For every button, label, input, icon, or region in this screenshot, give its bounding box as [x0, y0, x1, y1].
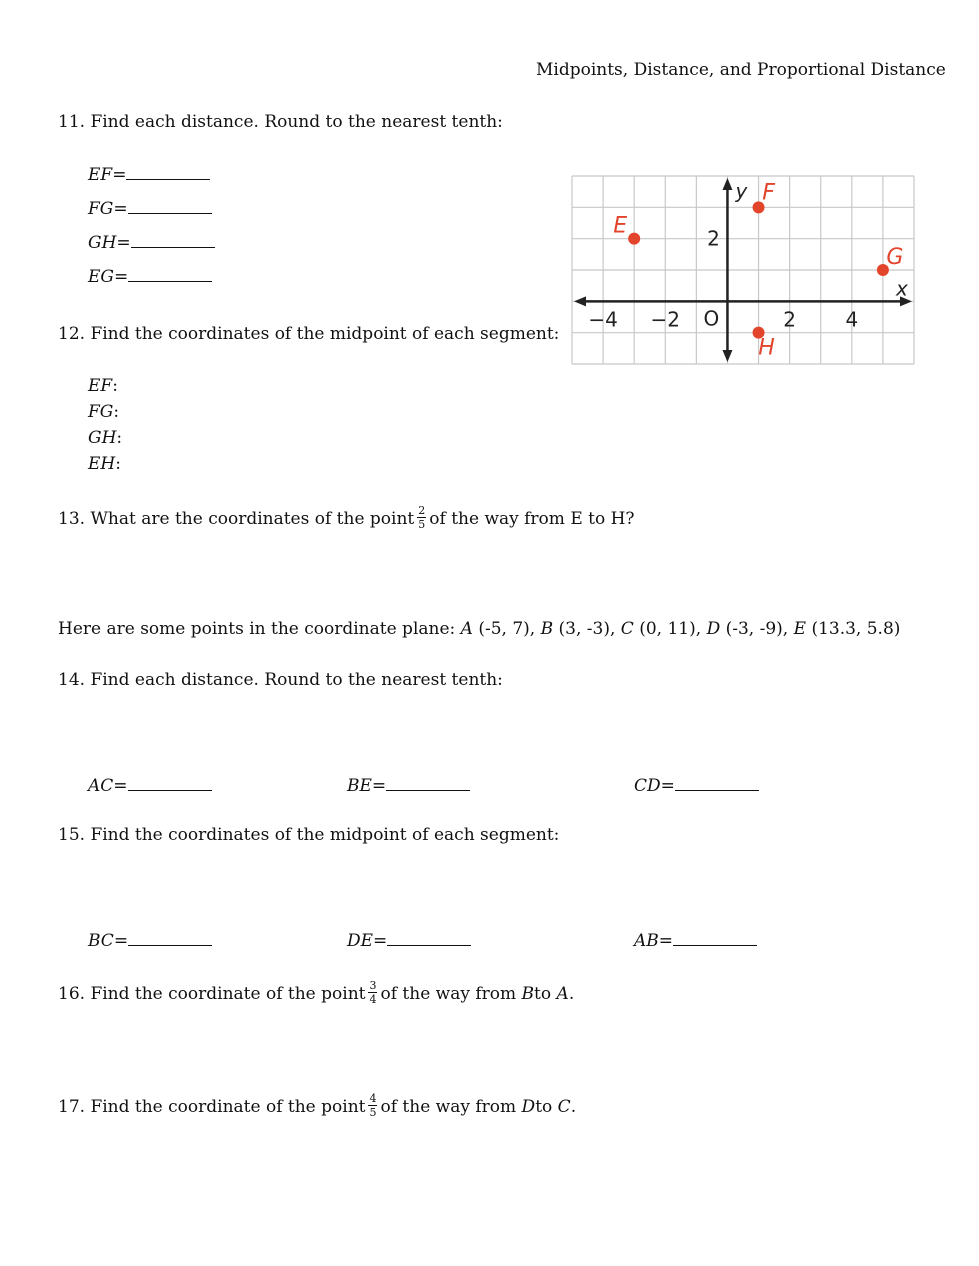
- y-axis-arrow-up: [722, 178, 732, 190]
- page-title: Midpoints, Distance, and Proportional Distance: [536, 60, 946, 80]
- point-g-label: G: [886, 245, 904, 270]
- y-axis-label: y: [735, 179, 748, 203]
- x-axis-arrow-left: [574, 296, 586, 306]
- q15-bc: BC=: [88, 929, 212, 951]
- point-name: E: [793, 619, 807, 639]
- q12-gh: GH:: [88, 428, 123, 448]
- answer-blank[interactable]: [673, 929, 757, 946]
- segment-label: EG: [88, 267, 114, 287]
- q11-gh: GH=: [88, 231, 215, 253]
- q14-cd: CD=: [634, 774, 759, 796]
- answer-blank[interactable]: [387, 929, 471, 946]
- q14-ac: AC=: [88, 774, 212, 796]
- segment-label: GH: [88, 233, 117, 253]
- answer-blank[interactable]: [128, 929, 212, 946]
- point-e-label: E: [613, 213, 628, 239]
- grid-lines: [572, 176, 914, 364]
- point-h-label: H: [758, 335, 775, 361]
- q11-eg: EG=: [88, 265, 212, 287]
- q16-prompt: 16. Find the coordinate of the point $\frac{3}{4}$ of the way from Bto A.: [58, 979, 575, 1006]
- fraction: $\frac{2}{5}$: [418, 504, 426, 531]
- q13-prompt: 13. What are the coordinates of the point $\frac{2}{5}$ of the way from E to H?: [58, 504, 635, 531]
- x-tick-label: −2: [650, 307, 681, 332]
- answer-blank[interactable]: [386, 774, 470, 791]
- q14-be: BE=: [347, 774, 470, 796]
- q11-fg: FG=: [88, 197, 212, 219]
- answer-blank[interactable]: [128, 197, 212, 214]
- q12-ef: EF:: [88, 376, 118, 396]
- point-e-dot: [628, 233, 640, 245]
- origin-label: O: [703, 306, 720, 331]
- q15-prompt: 15. Find the coordinates of the midpoint of each segment:: [58, 825, 560, 845]
- fraction: $\frac{3}{4}$: [369, 979, 377, 1006]
- coordinate-grid: [568, 172, 918, 368]
- q12-eh: EH:: [88, 454, 121, 474]
- q12-prompt: 12. Find the coordinates of the midpoint of each segment:: [58, 324, 560, 344]
- q11-ef: EF=: [88, 163, 210, 185]
- answer-blank[interactable]: [128, 774, 212, 791]
- q15-de: DE=: [347, 929, 471, 951]
- y-tick-label: 2: [707, 226, 720, 251]
- point-name: C: [620, 619, 634, 639]
- answer-blank[interactable]: [126, 163, 210, 180]
- point-f-label: F: [762, 180, 775, 206]
- segment-label: EF: [88, 165, 113, 185]
- points-list: Here are some points in the coordinate plane: A (-5, 7), B (3, -3), C (0, 11), D (-3, -9), E (13.3, 5.8): [58, 619, 901, 639]
- q14-prompt: 14. Find each distance. Round to the nearest tenth:: [58, 670, 503, 690]
- y-axis-arrow-down: [722, 350, 732, 362]
- q15-ab: AB=: [634, 929, 757, 951]
- q12-fg: FG:: [88, 402, 120, 422]
- q11-prompt: 11. Find each distance. Round to the nearest tenth:: [58, 112, 503, 132]
- point-name: A: [460, 619, 473, 639]
- x-tick-label: 4: [845, 307, 859, 332]
- segment-label: FG: [88, 199, 114, 219]
- x-axis-label: x: [896, 276, 908, 301]
- q17-prompt: 17. Find the coordinate of the point $\frac{4}{5}$ of the way from Dto C.: [58, 1092, 577, 1119]
- x-tick-label: −4: [588, 307, 618, 332]
- answer-blank[interactable]: [675, 774, 759, 791]
- point-name: D: [706, 619, 721, 639]
- x-tick-label: 2: [783, 307, 797, 332]
- answer-blank[interactable]: [128, 265, 212, 282]
- tick-labels: [588, 227, 858, 332]
- fraction: $\frac{4}{5}$: [369, 1092, 377, 1119]
- answer-blank[interactable]: [131, 231, 215, 248]
- point-name: B: [540, 619, 554, 639]
